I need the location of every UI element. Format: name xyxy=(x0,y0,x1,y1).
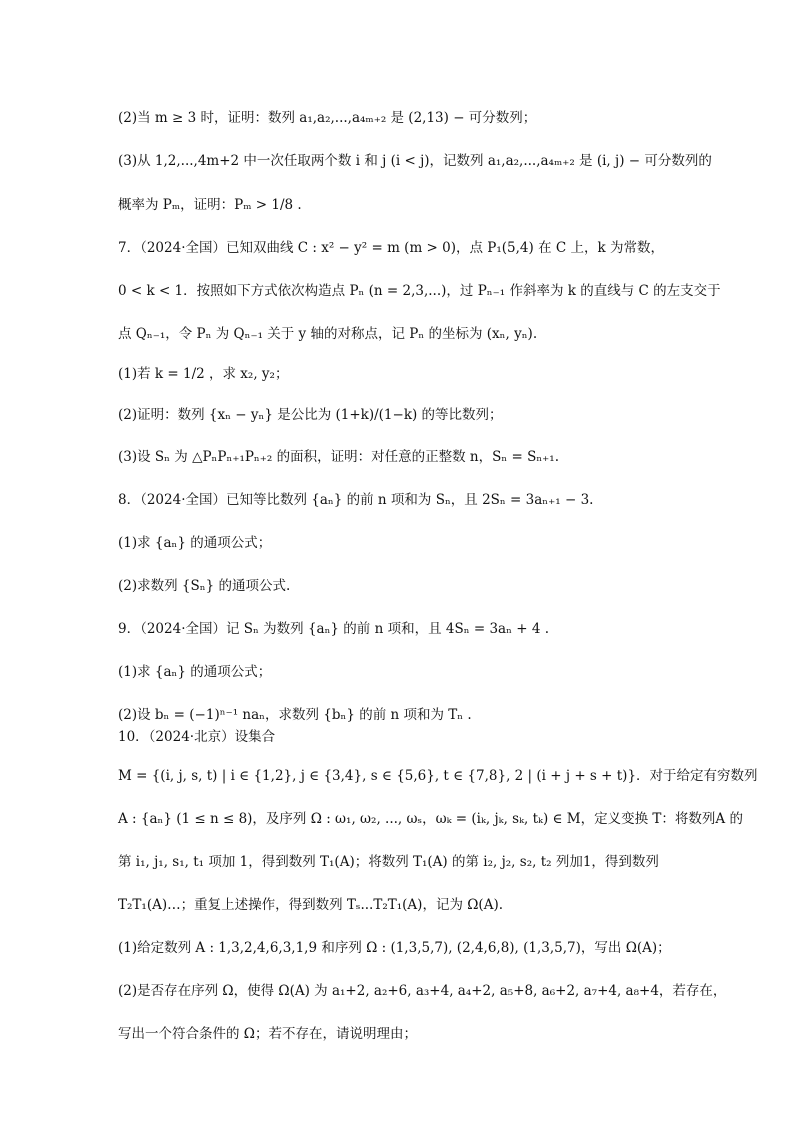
problem-line-12: (2)求数列 {Sₙ} 的通项公式. xyxy=(118,578,291,594)
problem-line-6: 点 Qₙ₋₁，令 Pₙ 为 Qₙ₋₁ 关于 y 轴的对称点，记 Pₙ 的坐标为 (xₙ, yₙ). xyxy=(118,326,538,342)
problem-line-16: 10．（2024·北京）设集合 xyxy=(118,729,276,745)
problem-line-2: (3)从 1,2,...,4m+2 中一次任取两个数 i 和 j (i < j)，记数列 a₁,a₂,...,a₄ₘ₊₂ 是 (i, j) − 可分数列的 xyxy=(118,153,712,169)
problem-line-15: (2)设 bₙ = (−1)ⁿ⁻¹ naₙ，求数列 {bₙ} 的前 n 项和为 Tₙ . xyxy=(118,707,472,723)
problem-line-20: T₂T₁(A)…；重复上述操作，得到数列 Tₛ...T₂T₁(A)，记为 Ω(A). xyxy=(118,897,504,913)
problem-line-3: 概率为 Pₘ，证明：Pₘ > 1/8 . xyxy=(118,197,302,213)
problem-line-1: (2)当 m ≥ 3 时，证明：数列 a₁,a₂,...,a₄ₘ₊₂ 是 (2,13) − 可分数列； xyxy=(118,110,537,126)
problem-line-7: (1)若 k = 1/2 ，求 x₂, y₂； xyxy=(118,366,289,382)
problem-line-18: A : {aₙ} (1 ≤ n ≤ 8)，及序列 Ω : ω₁, ω₂, ..., ωₛ，ωₖ = (iₖ, jₖ, sₖ, tₖ) ∈ M，定义变换 T：将数列A 的 xyxy=(118,811,743,827)
problem-line-11: (1)求 {aₙ} 的通项公式； xyxy=(118,535,272,551)
problem-line-10: 8．（2024·全国）已知等比数列 {aₙ} 的前 n 项和为 Sₙ，且 2Sₙ = 3aₙ₊₁ − 3. xyxy=(118,492,594,508)
problem-line-13: 9．（2024·全国）记 Sₙ 为数列 {aₙ} 的前 n 项和，且 4Sₙ = 3aₙ + 4 . xyxy=(118,621,549,637)
problem-line-17: M = {(i, j, s, t) | i ∈ {1,2}, j ∈ {3,4}, s ∈ {5,6}, t ∈ {7,8}, 2 | (i + j + s + t)}．对于给定有穷数列 xyxy=(118,768,758,784)
problem-line-23: 写出一个符合条件的 Ω；若不存在，请说明理由； xyxy=(118,1026,417,1042)
problem-line-8: (2)证明：数列 {xₙ − yₙ} 是公比为 (1+k)/(1−k) 的等比数列； xyxy=(118,407,503,423)
problem-line-19: 第 i₁, j₁, s₁, t₁ 项加 1，得到数列 T₁(A)；将数列 T₁(A) 的第 i₂, j₂, s₂, t₂ 列加1，得到数列 xyxy=(118,854,659,870)
problem-line-9: (3)设 Sₙ 为 △PₙPₙ₊₁Pₙ₊₂ 的面积，证明：对任意的正整数 n，Sₙ = Sₙ₊₁. xyxy=(118,449,559,465)
problem-line-5: 0 < k < 1．按照如下方式依次构造点 Pₙ (n = 2,3,...)，过 Pₙ₋₁ 作斜率为 k 的直线与 C 的左支交于 xyxy=(118,283,721,299)
problem-line-21: (1)给定数列 A : 1,3,2,4,6,3,1,9 和序列 Ω : (1,3,5,7), (2,4,6,8), (1,3,5,7)，写出 Ω(A)； xyxy=(118,940,671,956)
problem-line-14: (1)求 {aₙ} 的通项公式； xyxy=(118,664,272,680)
problem-line-4: 7．（2024·全国）已知双曲线 C : x² − y² = m (m > 0)，点 P₁(5,4) 在 C 上，k 为常数， xyxy=(118,240,664,256)
problem-line-22: (2)是否存在序列 Ω，使得 Ω(A) 为 a₁+2, a₂+6, a₃+4, a₄+2, a₅+8, a₆+2, a₇+4, a₈+4，若存在， xyxy=(118,983,727,999)
